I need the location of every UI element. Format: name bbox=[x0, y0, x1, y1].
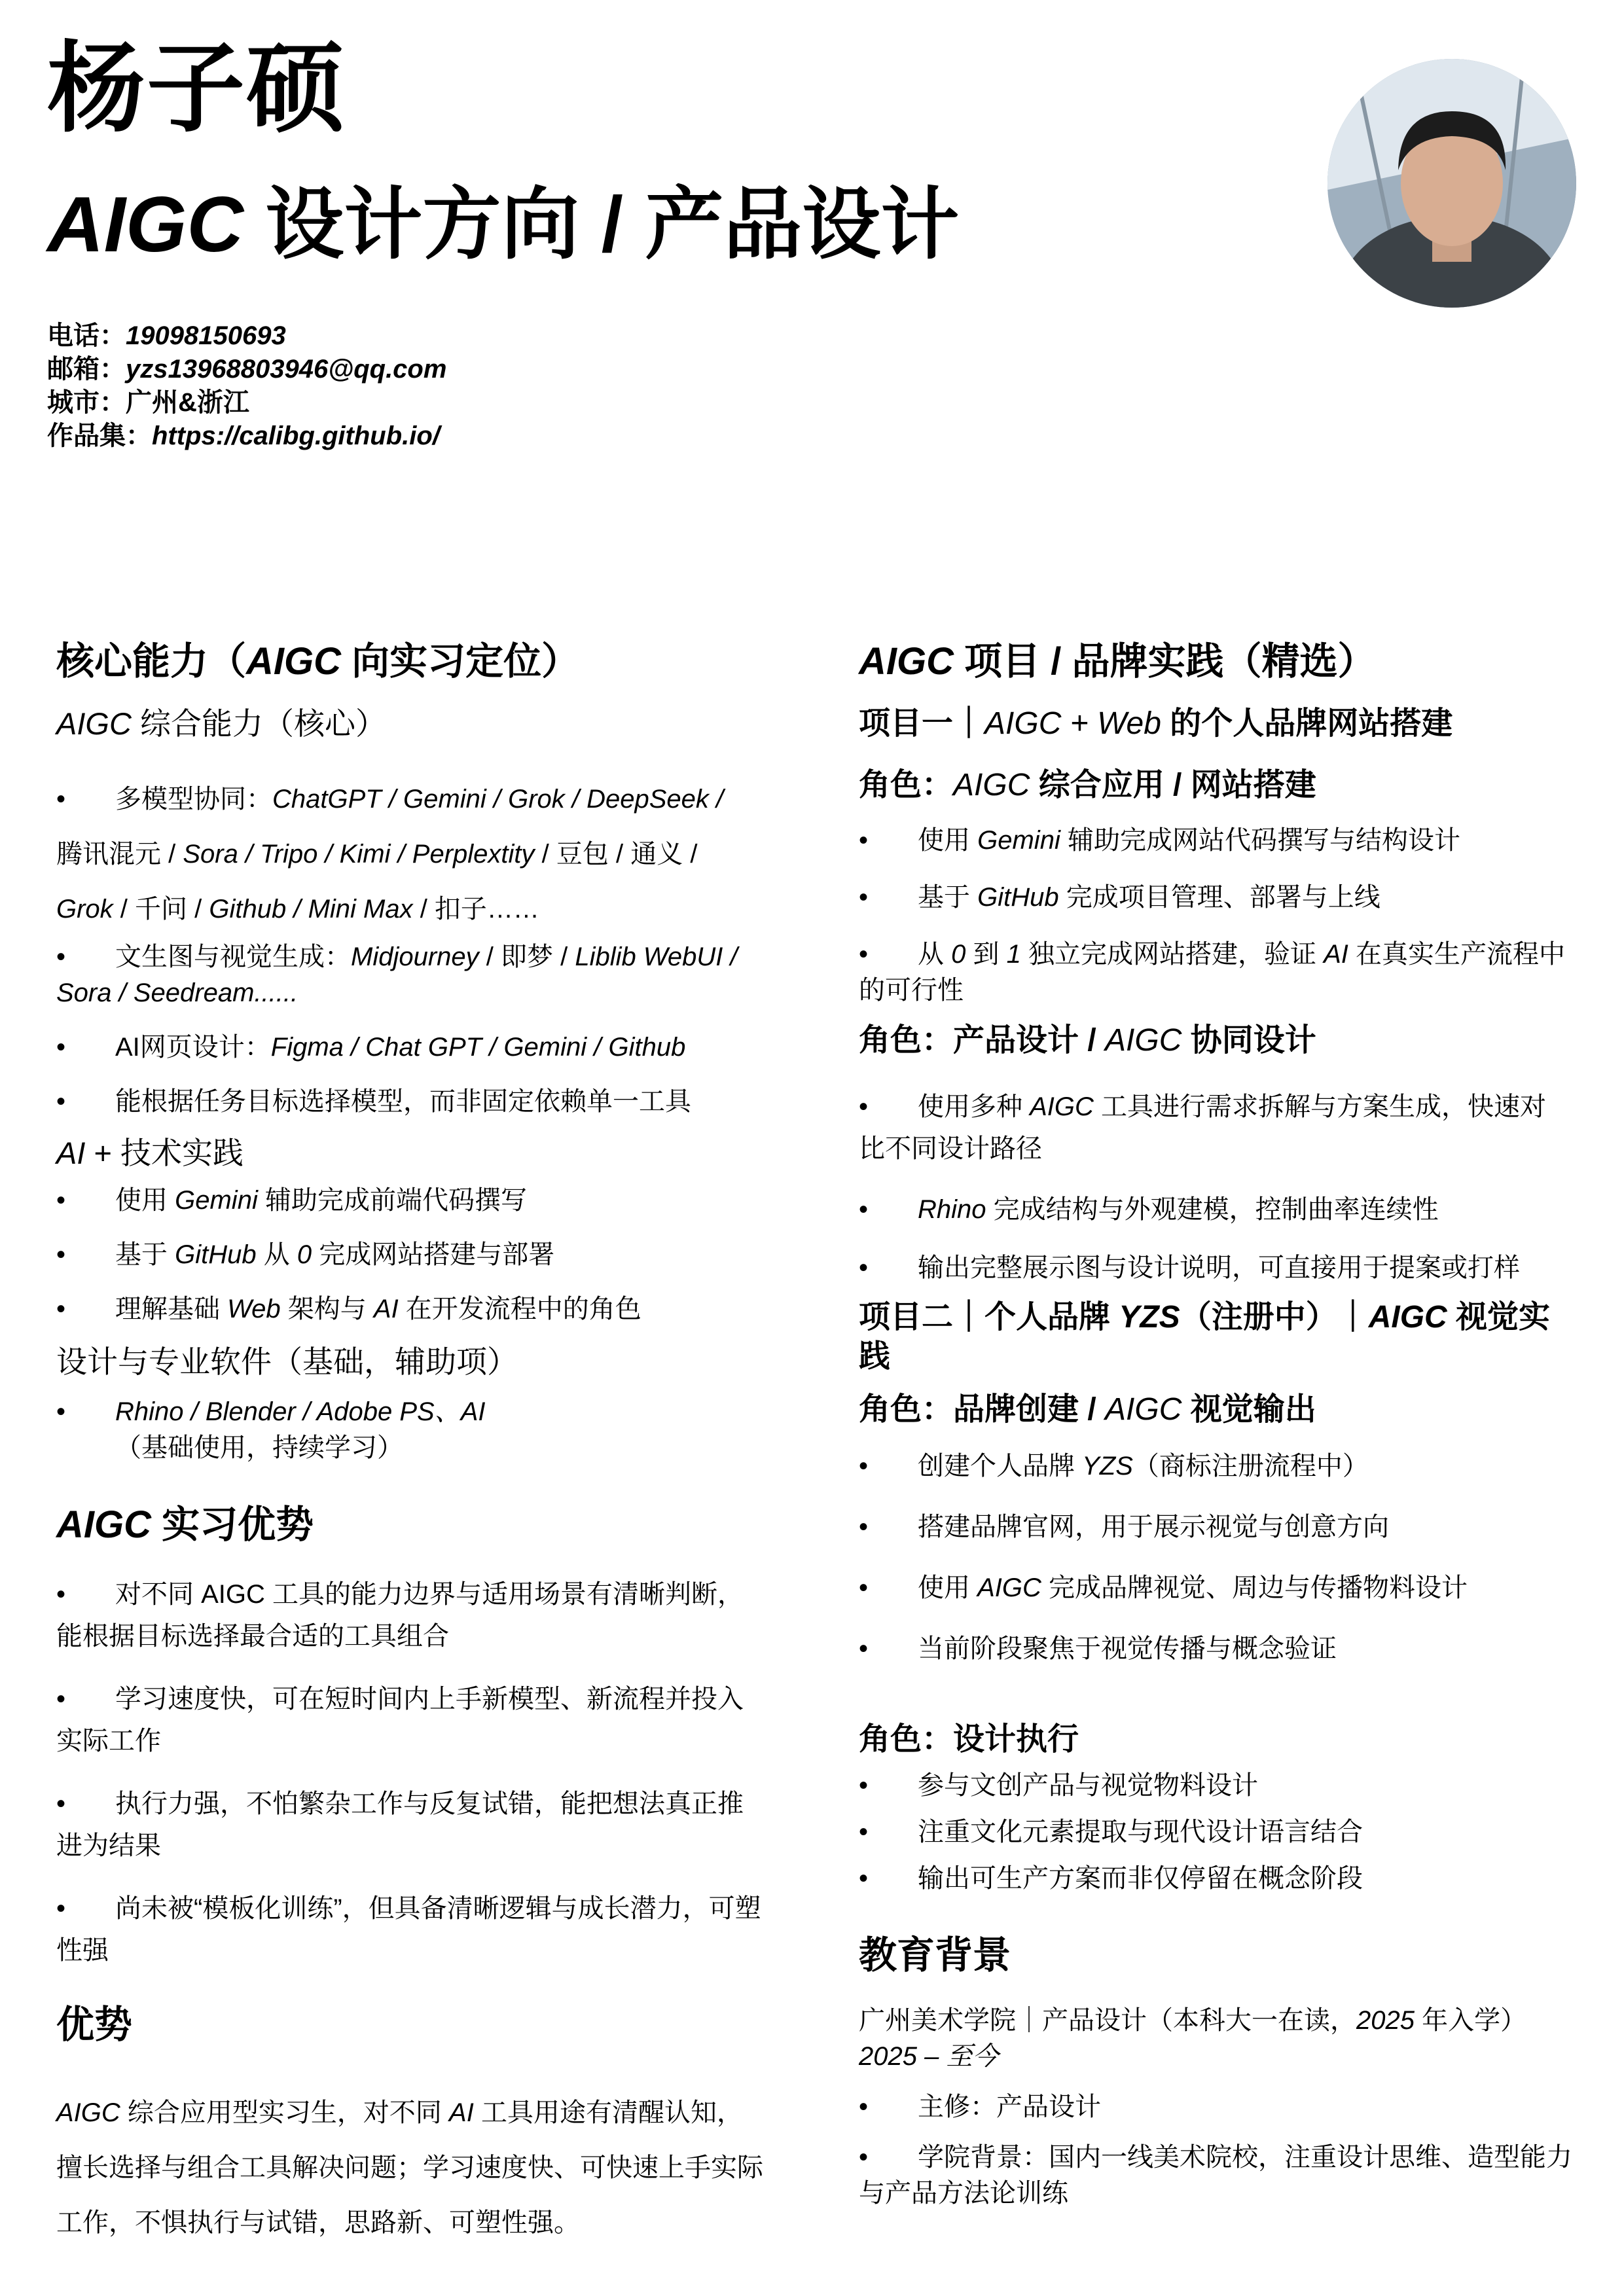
list-item: • 文生图与视觉生成：Midjourney / 即梦 / Liblib WebUI / Sora / Seedream...... bbox=[56, 939, 763, 1011]
list-item: • 使用多种 AIGC 工具进行需求拆解与方案生成，快速对比不同设计路径 bbox=[859, 1086, 1572, 1170]
avatar-photo-icon bbox=[1327, 59, 1576, 308]
avatar bbox=[1327, 59, 1576, 308]
list-item: • 使用 Gemini 辅助完成网站代码撰写与结构设计 bbox=[859, 823, 1572, 859]
section-education-title: 教育背景 bbox=[859, 1934, 1011, 1977]
contact-email[interactable]: 邮箱：yzs13968803946@qq.com bbox=[47, 355, 447, 384]
list-item: • Rhino 完成结构与外观建模，控制曲率连续性 bbox=[859, 1192, 1572, 1228]
contact-city: 城市：广州&浙江 bbox=[47, 388, 249, 417]
list-item: • 参与文创产品与视觉物料设计 bbox=[859, 1768, 1572, 1804]
strength-paragraph: AIGC 综合应用型实习生，对不同 AI 工具用途有清醒认知，擅长选择与组合工具解决问题；学习速度快、可快速上手实际工作，不惧执行与试错，思路新、可塑性强。 bbox=[56, 2098, 763, 2237]
job-title-en: AIGC bbox=[47, 181, 244, 268]
section-strength-title: 优势 bbox=[56, 2003, 133, 2046]
project-2-role-1: 角色：品牌创建 / AIGC 视觉输出 bbox=[859, 1392, 1316, 1427]
list-item: • 注重文化元素提取与现代设计语言结合 bbox=[859, 1814, 1572, 1850]
section-internship-advantage-title: AIGC 实习优势 bbox=[56, 1503, 314, 1546]
list-item: • 基于 GitHub 从 0 完成网站搭建与部署 bbox=[56, 1237, 763, 1273]
list-item: • 创建个人品牌 YZS（商标注册流程中） bbox=[859, 1448, 1572, 1484]
list-item: • 搭建品牌官网，用于展示视觉与创意方向 bbox=[859, 1509, 1572, 1545]
project-2-role-2: 角色：设计执行 bbox=[859, 1722, 1079, 1757]
list-item: • 输出可生产方案而非仅停留在概念阶段 bbox=[859, 1861, 1572, 1897]
list-item: • 从 0 到 1 独立完成网站搭建，验证 AI 在真实生产流程中的可行性 bbox=[859, 937, 1572, 1009]
project-1-role-2: 角色：产品设计 / AIGC 协同设计 bbox=[859, 1023, 1316, 1058]
section-projects-title: AIGC 项目 / 品牌实践（精选） bbox=[859, 640, 1376, 683]
list-item: • 能根据任务目标选择模型，而非固定依赖单一工具 bbox=[56, 1084, 763, 1120]
list-item: • 主修：产品设计 bbox=[859, 2089, 1572, 2125]
person-name: 杨子硕 bbox=[47, 33, 346, 143]
section-core-ability-title: 核心能力（AIGC 向实习定位） bbox=[56, 640, 580, 683]
right-column bbox=[859, 638, 1572, 2212]
project-1-role-1: 角色：AIGC 综合应用 / 网站搭建 bbox=[859, 768, 1316, 802]
list-item: • 理解基础 Web 架构与 AI 在开发流程中的角色 bbox=[56, 1291, 763, 1327]
contact-info bbox=[47, 319, 446, 453]
list-item: • 当前阶段聚焦于视觉传播与概念验证 bbox=[859, 1631, 1572, 1667]
list-item: • 尚未被“模板化训练”，但具备清晰逻辑与成长潜力，可塑性强 bbox=[56, 1888, 763, 1971]
core-sub-title: AIGC 综合能力（核心） bbox=[56, 706, 386, 741]
list-item: • 对不同 AIGC 工具的能力边界与适用场景有清晰判断，能根据目标选择最合适的工具组合 bbox=[56, 1573, 763, 1657]
list-item: • 执行力强，不怕繁杂工作与反复试错，能把想法真正推进为结果 bbox=[56, 1783, 763, 1867]
software-sub-title: 设计与专业软件（基础，辅助项） bbox=[56, 1344, 518, 1379]
list-item: • Rhino / Blender / Adobe PS、AI（基础使用，持续学习） bbox=[56, 1394, 763, 1466]
list-item: • AI网页设计：Figma / Chat GPT / Gemini / Github bbox=[56, 1030, 763, 1066]
job-title-rest: 设计方向 / 产品设计 bbox=[244, 181, 960, 268]
list-item: • 多模型协同：ChatGPT / Gemini / Grok / DeepSeek / 腾讯混元 / Sora / Tripo / Kimi / Perplextity / 豆包 / 通义 / Grok / 千问 / Github / Mini Max / 扣子…… bbox=[56, 772, 763, 937]
list-item: • 使用 AIGC 完成品牌视觉、周边与传播物料设计 bbox=[859, 1570, 1572, 1606]
education-school: 广州美术学院｜产品设计（本科大一在读，2025 年入学） bbox=[859, 2006, 1527, 2035]
project-2-title: 项目二｜个人品牌 YZS（注册中）｜AIGC 视觉实践 bbox=[859, 1300, 1551, 1374]
contact-portfolio-link[interactable]: 作品集：https://calibg.github.io/ bbox=[47, 422, 440, 450]
job-title bbox=[47, 183, 959, 266]
list-item: • 使用 Gemini 辅助完成前端代码撰写 bbox=[56, 1183, 763, 1219]
list-item: • 学院背景：国内一线美术院校，注重设计思维、造型能力与产品方法论训练 bbox=[859, 2140, 1572, 2212]
project-1-title: 项目一｜AIGC + Web 的个人品牌网站搭建 bbox=[859, 706, 1453, 741]
list-item: • 学习速度快，可在短时间内上手新模型、新流程并投入实际工作 bbox=[56, 1678, 763, 1762]
left-column bbox=[56, 638, 763, 2250]
contact-phone: 电话：19098150693 bbox=[47, 321, 286, 350]
list-item: • 基于 GitHub 完成项目管理、部署与上线 bbox=[859, 880, 1572, 916]
list-item: • 输出完整展示图与设计说明，可直接用于提案或打样 bbox=[859, 1250, 1572, 1286]
tech-sub-title: AI + 技术实践 bbox=[56, 1136, 244, 1170]
education-date: 2025 – 至今 bbox=[859, 2042, 999, 2071]
